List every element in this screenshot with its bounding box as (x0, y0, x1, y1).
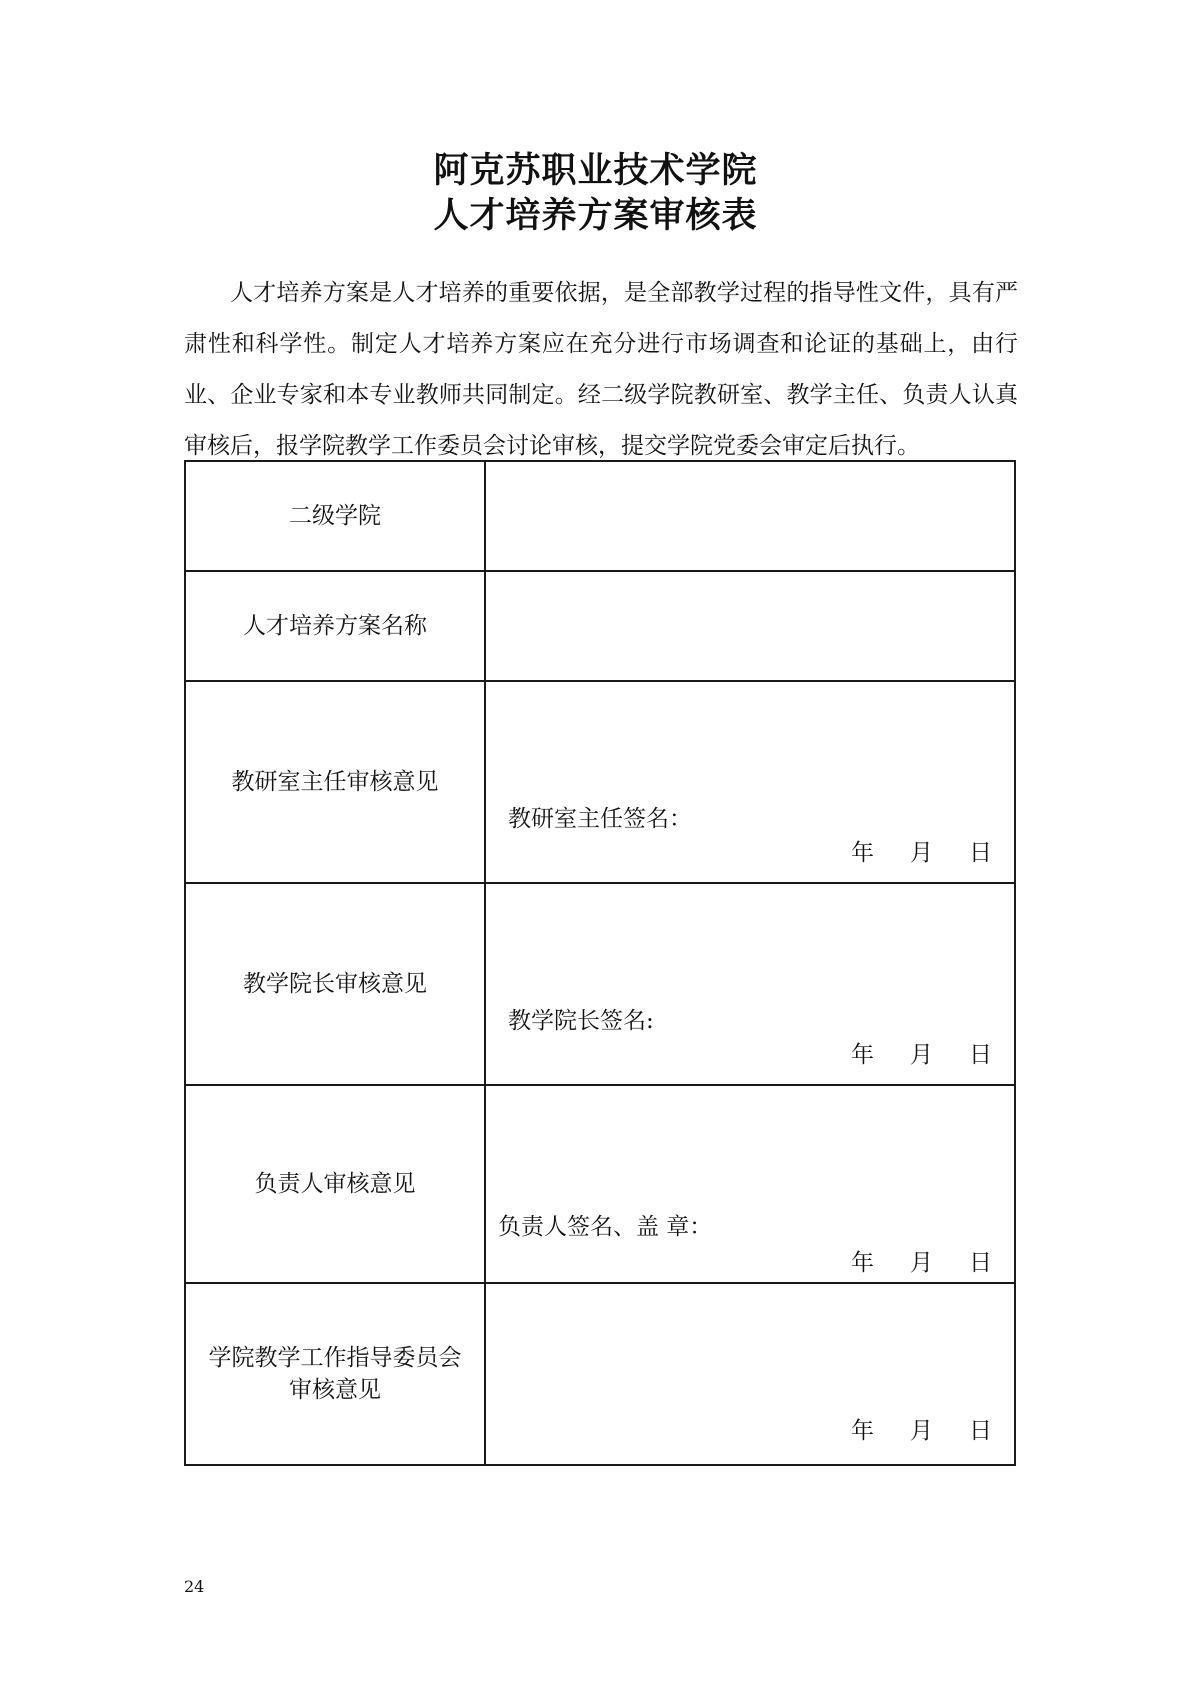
head-review-field[interactable] (485, 1085, 1015, 1283)
director-review-field[interactable] (485, 681, 1015, 883)
review-table (184, 460, 1016, 1466)
dean-signature-label: 教学院长签名: (508, 1008, 654, 1034)
dean-review-label: 教学院长审核意见 (185, 883, 485, 1085)
head-review-label: 负责人审核意见 (185, 1085, 485, 1283)
year-label: 年 (851, 1418, 874, 1444)
program-name-label: 人才培养方案名称 (185, 571, 485, 681)
month-label: 月 (910, 1250, 933, 1276)
table-row-committee-review (185, 1283, 1015, 1465)
director-date-line (851, 834, 992, 867)
year-label: 年 (851, 1250, 874, 1276)
month-label: 月 (910, 1042, 933, 1068)
intro-paragraph: 人才培养方案是人才培养的重要依据，是全部教学过程的指导性文件，具有严肃性和科学性。制定人才培养方案应在充分进行市场调查和论证的基础上，由行业、企业专家和本专业教师共同制定。经二级学院教研室、教学主任、负责人认真审核后，报学院教学工作委员会讨论审核，提交学院党委会审定后执行。 (184, 280, 1018, 459)
college-field[interactable] (485, 461, 1015, 571)
committee-review-label-line1: 学院教学工作指导委员会 (208, 1345, 462, 1371)
year-label: 年 (851, 840, 874, 866)
table-row-director-review (185, 681, 1015, 883)
month-label: 月 (910, 840, 933, 866)
head-date-line (851, 1244, 992, 1277)
committee-review-field[interactable] (485, 1283, 1015, 1465)
table-row-dean-review (185, 883, 1015, 1085)
table-row-college (185, 461, 1015, 571)
program-name-field[interactable] (485, 571, 1015, 681)
committee-date-line (851, 1412, 992, 1445)
director-signature-label: 教研室主任签名： (508, 806, 692, 832)
head-signature-label: 负责人签名、盖 章： (498, 1214, 713, 1240)
committee-review-label (185, 1283, 485, 1465)
college-label: 二级学院 (185, 461, 485, 571)
table-row-program-name (185, 571, 1015, 681)
day-label: 日 (969, 1042, 992, 1068)
table-row-head-review (185, 1085, 1015, 1283)
page-number: 24 (184, 1577, 205, 1596)
year-label: 年 (851, 1042, 874, 1068)
committee-review-label-line2: 审核意见 (289, 1377, 381, 1403)
day-label: 日 (969, 840, 992, 866)
dean-date-line (851, 1036, 992, 1069)
day-label: 日 (969, 1418, 992, 1444)
dean-review-field[interactable] (485, 883, 1015, 1085)
month-label: 月 (910, 1418, 933, 1444)
director-review-label: 教研室主任审核意见 (185, 681, 485, 883)
document-title-form: 人才培养方案审核表 (433, 196, 758, 236)
day-label: 日 (969, 1250, 992, 1276)
document-title-institution: 阿克苏职业技术学院 (433, 151, 758, 191)
